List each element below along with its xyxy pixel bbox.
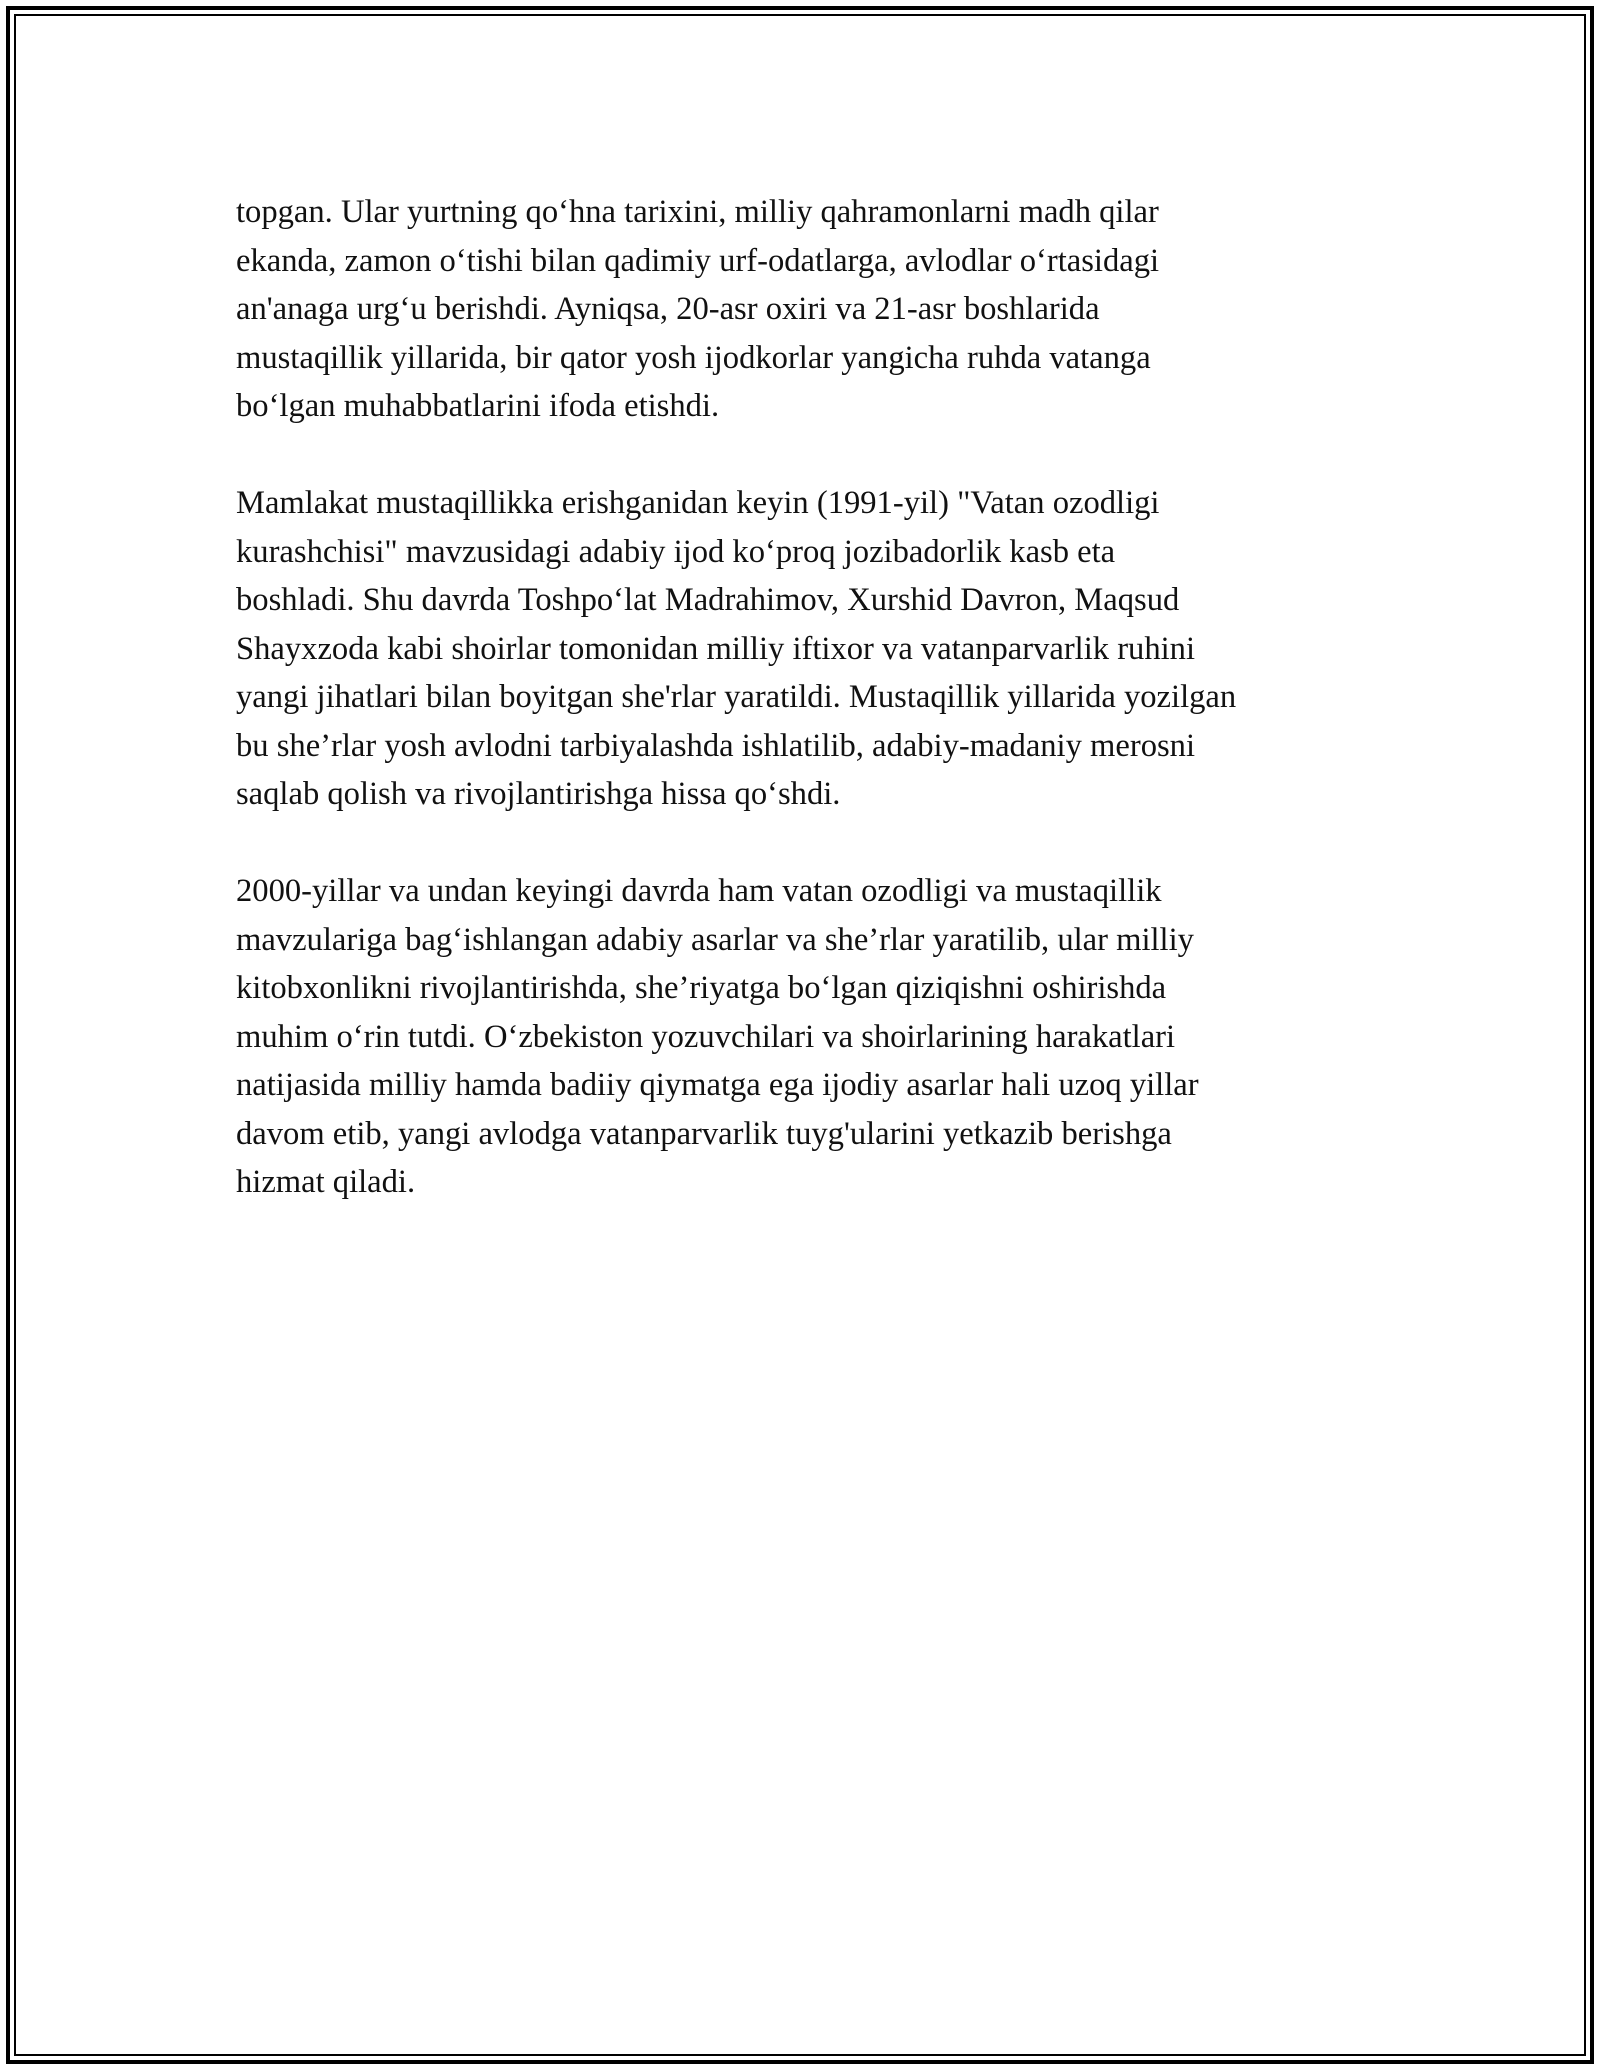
paragraph-3 [236,867,1416,1207]
paragraph-line: bo‘lgan muhabbatlarini ifoda etishdi. [236,388,720,424]
paragraph-line: mustaqillik yillarida, bir qator yosh ijodkorlar yangicha ruhda vatanga [236,339,1151,376]
document-body [236,188,1416,1255]
paragraph-line: boshladi. Shu davrda Toshpo‘lat Madrahimov, Xurshid Davron, Maqsud [236,582,1180,618]
paragraph-line: 2000-yillar va undan keyingi davrda ham vatan ozodligi va mustaqillik [236,873,1162,909]
paragraph-2 [236,479,1416,819]
paragraph-line: hizmat qiladi. [236,1164,416,1200]
paragraph-line: topgan. Ular yurtning qo‘hna tarixini, milliy qahramonlarni madh qilar [236,194,1159,230]
paragraph-line: yangi jihatlari bilan boyitgan she'rlar yaratildi. Mustaqillik yillarida yozilgan [236,679,1237,715]
paragraph-line: davom etib, yangi avlodga vatanparvarlik tuyg'ularini yetkazib berishga [236,1115,1172,1152]
paragraph-line: saqlab qolish va rivojlantirishga hissa qo‘shdi. [236,776,841,812]
paragraph-line: muhim o‘rin tutdi. O‘zbekiston yozuvchilari va shoirlarining harakatlari [236,1018,1176,1055]
paragraph-line: ekanda, zamon o‘tishi bilan qadimiy urf-odatlarga, avlodlar o‘rtasidagi [236,242,1160,279]
paragraph-line: natijasida milliy hamda badiiy qiymatga ega ijodiy asarlar hali uzoq yillar [236,1067,1199,1103]
paragraph-1 [236,188,1416,431]
paragraph-line: bu she’rlar yosh avlodni tarbiyalashda ishlatilib, adabiy-madaniy merosni [236,727,1196,764]
paragraph-line: kurashchisi" mavzusidagi adabiy ijod ko‘proq jozibadorlik kasb eta [236,533,1116,570]
paragraph-line: mavzulariga bag‘ishlangan adabiy asarlar va she’rlar yaratilib, ular milliy [236,921,1194,958]
paragraph-line: Shayxzoda kabi shoirlar tomonidan milliy iftixor va vatanparvarlik ruhini [236,630,1196,667]
paragraph-line: an'anaga urg‘u berishdi. Ayniqsa, 20-asr oxiri va 21-asr boshlarida [236,291,1100,327]
paragraph-line: Mamlakat mustaqillikka erishganidan keyin (1991-yil) "Vatan ozodligi [236,485,1160,521]
paragraph-line: kitobxonlikni rivojlantirishda, she’riyatga bo‘lgan qiziqishni oshirishda [236,970,1167,1006]
